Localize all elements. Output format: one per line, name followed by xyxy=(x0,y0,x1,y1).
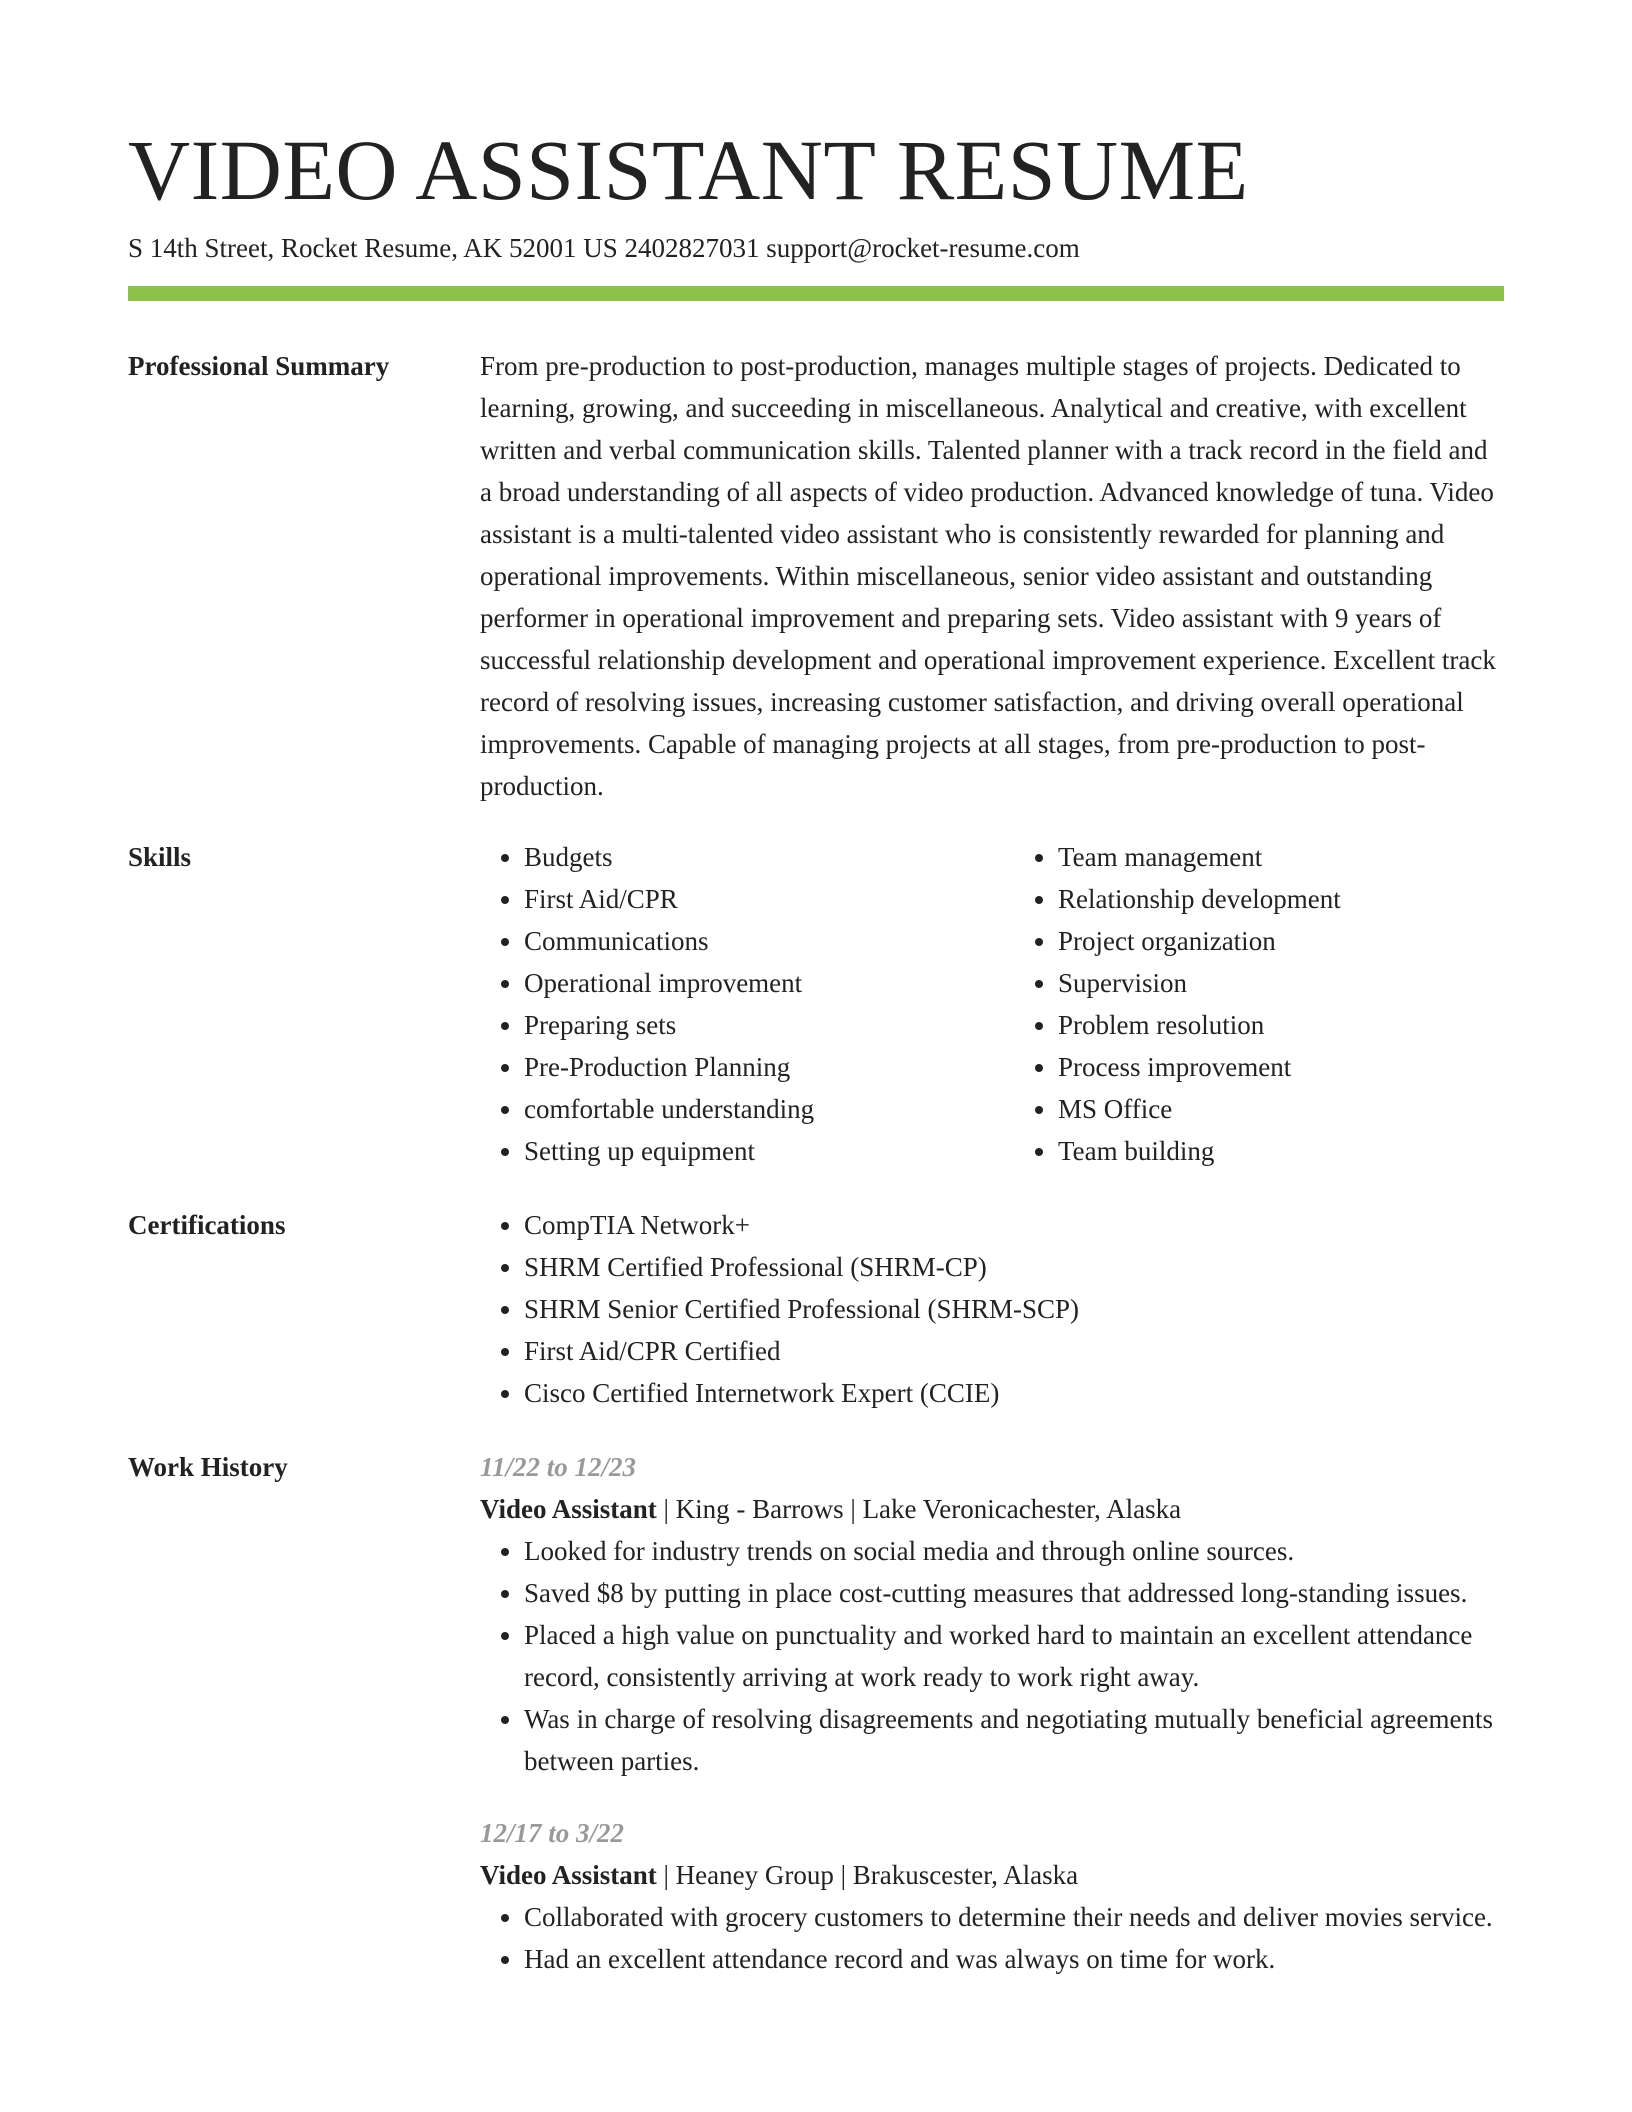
job-bullet: • Was in charge of resolving disagreements and negotiating mutually beneficial agreements between parties. xyxy=(524,1698,1504,1782)
skill-item: • Pre-Production Planning xyxy=(524,1046,970,1088)
certifications-list xyxy=(480,1204,1504,1414)
job-bullet: • Looked for industry trends on social media and through online sources. xyxy=(524,1530,1504,1572)
skill-item: • MS Office xyxy=(1058,1088,1504,1130)
skill-item: • Team building xyxy=(1058,1130,1504,1172)
job-dates: 12/17 to 3/22 xyxy=(480,1818,625,1848)
summary-body xyxy=(480,345,1504,807)
job-bullet: • Saved $8 by putting in place cost-cutting measures that addressed long-standing issues. xyxy=(524,1572,1504,1614)
skill-item: • Setting up equipment xyxy=(524,1130,970,1172)
certifications-heading: Certifications xyxy=(128,1210,286,1240)
certifications-body xyxy=(480,1204,1504,1414)
skill-item: • Problem resolution xyxy=(1058,1004,1504,1046)
certification-item: • SHRM Certified Professional (SHRM-CP) xyxy=(524,1246,1504,1288)
summary-text: From pre-production to post-production, manages multiple stages of projects. Dedicated to learning, growing, and succeeding in miscellaneous. Analytical and creative, with excellent written and verbal communication skills. Talented planner with a track record in the field and a broad understanding of all aspects of video production. Advanced knowledge of tuna. Video assistant is a multi-talented video assistant who is consistently rewarded for planning and operational improvements. Within miscellaneous, senior video assistant and outstanding performer in operational improvement and preparing sets. Video assistant with 9 years of successful relationship development and operational improvement experience. Excellent track record of resolving issues, increasing customer satisfaction, and driving overall operational improvements. Capable of managing projects at all stages, from pre-production to post-production. xyxy=(480,351,1496,801)
skill-item: • Process improvement xyxy=(1058,1046,1504,1088)
job-entry xyxy=(480,1812,1504,1980)
certification-item: • First Aid/CPR Certified xyxy=(524,1330,1504,1372)
skills-list-right xyxy=(1014,836,1504,1172)
skills-heading: Skills xyxy=(128,842,192,872)
job-bullets xyxy=(480,1896,1504,1980)
certification-item: • Cisco Certified Internetwork Expert (CCIE) xyxy=(524,1372,1504,1414)
skill-item: • Budgets xyxy=(524,836,970,878)
resume-title: VIDEO ASSISTANT RESUME xyxy=(128,122,1249,218)
skill-item: • Project organization xyxy=(1058,920,1504,962)
skill-item: • Communications xyxy=(524,920,970,962)
skill-item: • Preparing sets xyxy=(524,1004,970,1046)
job-entry xyxy=(480,1446,1504,1782)
skill-item: • Operational improvement xyxy=(524,962,970,1004)
job-heading xyxy=(480,1854,1504,1896)
work-history-body xyxy=(480,1446,1504,1980)
job-bullet: • Placed a high value on punctuality and worked hard to maintain an excellent attendance record, consistently arriving at work ready to work right away. xyxy=(524,1614,1504,1698)
skill-item: • comfortable understanding xyxy=(524,1088,970,1130)
job-title: Video Assistant xyxy=(480,1860,657,1890)
skill-item: • Team management xyxy=(1058,836,1504,878)
work-history-heading: Work History xyxy=(128,1452,288,1482)
job-details: | Heaney Group | Brakuscester, Alaska xyxy=(656,1860,1079,1890)
certification-item: • SHRM Senior Certified Professional (SHRM-SCP) xyxy=(524,1288,1504,1330)
job-bullet: • Had an excellent attendance record and was always on time for work. xyxy=(524,1938,1504,1980)
job-title: Video Assistant xyxy=(480,1494,657,1524)
job-bullets xyxy=(480,1530,1504,1782)
skill-item: • Supervision xyxy=(1058,962,1504,1004)
job-dates: 11/22 to 12/23 xyxy=(480,1452,637,1482)
contact-info: S 14th Street, Rocket Resume, AK 52001 US 2402827031 support@rocket-resume.com xyxy=(128,233,1080,263)
skills-list-left xyxy=(480,836,970,1172)
skill-item: • First Aid/CPR xyxy=(524,878,970,920)
skill-item: • Relationship development xyxy=(1058,878,1504,920)
summary-heading: Professional Summary xyxy=(128,351,390,381)
header-divider xyxy=(128,286,1504,301)
certification-item: • CompTIA Network+ xyxy=(524,1204,1504,1246)
job-bullet: • Collaborated with grocery customers to determine their needs and deliver movies service. xyxy=(524,1896,1504,1938)
skills-columns xyxy=(480,836,1504,1172)
job-details: | King - Barrows | Lake Veronicachester, Alaska xyxy=(656,1494,1182,1524)
job-heading xyxy=(480,1488,1504,1530)
